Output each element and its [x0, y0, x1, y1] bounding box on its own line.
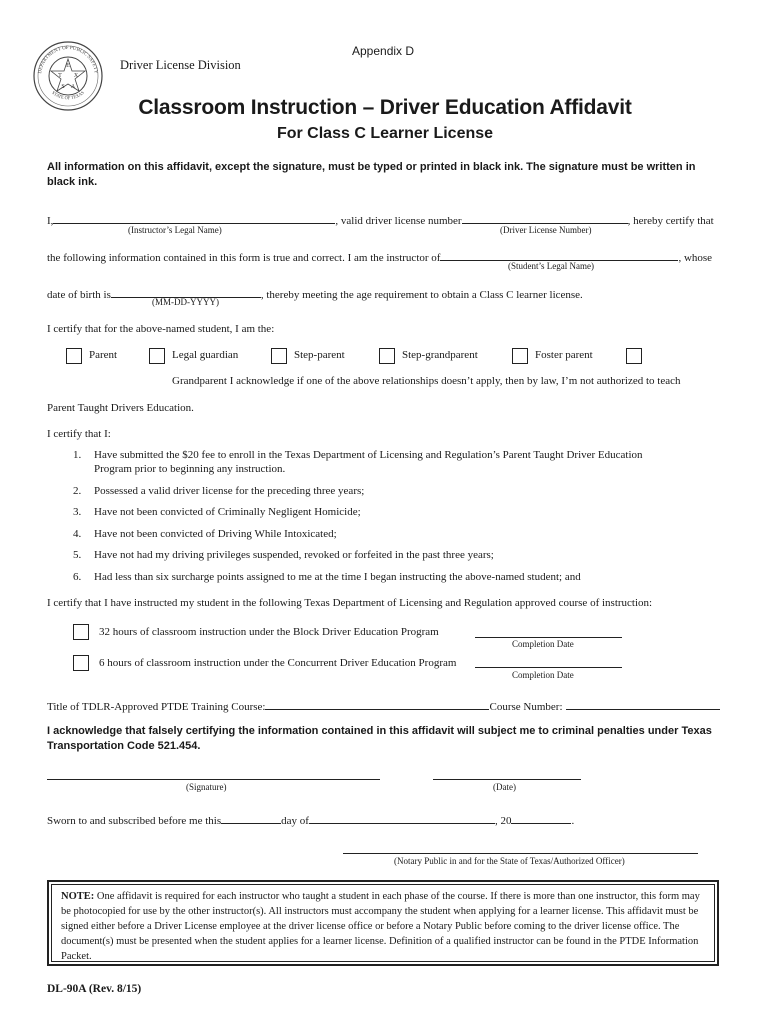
- student-name-field[interactable]: [440, 249, 678, 261]
- parent-label: Parent: [89, 349, 118, 361]
- note-body: One affidavit is required for each instructor who taught a student in each phase of the course. If there is more than one instructor, this form may be photocopied for use by the other instructor(s). All instructors must accompany the student when applying for a learner license. This affidavit must be signed either before a Driver License employee at the driver license office or before a Notary Public before coming to the driver license office. The document(s) must be presented when the student applies for a learner license. Definition of a qualified instructor can be found in the PTDE Information Packet.: [61, 891, 700, 962]
- foster-parent-checkbox[interactable]: [512, 348, 528, 364]
- list-item-text: Have not been convicted of Criminally Negligent Homicide;: [94, 506, 361, 518]
- note-text: [61, 889, 709, 964]
- cert-line-1: I, , valid driver license number , hereby certify that: [47, 212, 714, 227]
- list-item-number: 5.: [73, 549, 82, 561]
- svg-text:S: S: [61, 84, 65, 90]
- signature-field[interactable]: [47, 779, 380, 780]
- date-caption: (Date): [493, 782, 516, 792]
- concurrent-completion-date-field[interactable]: [475, 667, 622, 668]
- step-parent-checkbox[interactable]: [271, 348, 287, 364]
- list-item-text: Have submitted the $20 fee to enroll in the Texas Department of Licensing and Regulation’s Parent Taught Driver Education: [94, 449, 643, 461]
- dob-caption: (MM-DD-YYYY): [152, 297, 219, 307]
- acknowledge-text: I acknowledge that falsely certifying the information contained in this affidavit will subject me to criminal penalties under Texas Transportation Code 521.454.: [47, 725, 712, 752]
- foster-parent-label: Foster parent: [535, 349, 593, 361]
- sworn-day-field[interactable]: [221, 812, 281, 824]
- block-completion-date-caption: Completion Date: [512, 639, 574, 649]
- step-parent-label: Step-parent: [294, 349, 345, 361]
- license-number-caption: (Driver License Number): [500, 225, 592, 235]
- page-subtitle: For Class C Learner License: [276, 125, 494, 142]
- notary-signature-field[interactable]: [343, 853, 698, 854]
- course-prompt: I certify that I have instructed my student in the following Texas Department of Licensing and Regulation approved course of instruction:: [47, 597, 653, 609]
- svg-text:E: E: [66, 63, 70, 69]
- parent-checkbox[interactable]: [66, 348, 82, 364]
- list-item-text: Have not been convicted of Driving While Intoxicated;: [94, 528, 337, 540]
- cert-line-2: the following information contained in this form is true and correct. I am the instructor of , whose: [47, 249, 712, 264]
- concurrent-program-label: 6 hours of classroom instruction under the Concurrent Driver Education Program: [99, 657, 457, 669]
- list-item-number: 1.: [73, 449, 82, 461]
- division-label: Driver License Division: [120, 58, 241, 72]
- course-title-field[interactable]: [265, 698, 489, 710]
- appendix-label: Appendix D: [352, 44, 415, 58]
- note-box: [47, 880, 719, 966]
- course-title-line: Title of TDLR-Approved PTDE Training Course: Course Number:: [47, 698, 720, 713]
- sworn-month-field[interactable]: [309, 812, 495, 824]
- course-number-field[interactable]: [566, 698, 720, 710]
- block-program-label: 32 hours of classroom instruction under the Block Driver Education Program: [99, 626, 439, 638]
- list-item-number: 3.: [73, 506, 82, 518]
- sworn-year-field[interactable]: [511, 812, 571, 824]
- list-item-number: 2.: [73, 485, 82, 497]
- svg-text:T: T: [58, 73, 62, 79]
- list-item-number: 6.: [73, 571, 82, 583]
- cert-line-3: date of birth is , thereby meeting the age requirement to obtain a Class C learner license.: [47, 286, 583, 301]
- list-item-text: Have not had my driving privileges suspended, revoked or forfeited in the past three years;: [94, 549, 494, 561]
- concurrent-completion-date-caption: Completion Date: [512, 670, 574, 680]
- svg-text:X: X: [73, 73, 79, 79]
- instructions-text: All information on this affidavit, except the signature, must be typed or printed in black ink. The signature must be written in black ink.: [47, 161, 696, 188]
- step-grandparent-label: Step-grandparent: [402, 349, 478, 361]
- grandparent-text: Grandparent I acknowledge if one of the above relationships doesn’t apply, then by law, I’m not authorized to teach: [172, 375, 681, 387]
- ptde-continuation: Parent Taught Drivers Education.: [47, 402, 194, 414]
- legal-guardian-checkbox[interactable]: [149, 348, 165, 364]
- license-number-field[interactable]: [462, 212, 628, 224]
- step-grandparent-checkbox[interactable]: [379, 348, 395, 364]
- legal-guardian-label: Legal guardian: [172, 349, 239, 361]
- list-item-text: Had less than six surcharge points assigned to me at the time I began instructing the above-named student; and: [94, 571, 581, 583]
- concurrent-program-checkbox[interactable]: [73, 655, 89, 671]
- form-number: DL-90A (Rev. 8/15): [47, 983, 142, 995]
- instructor-name-field[interactable]: [53, 212, 335, 224]
- instructor-name-caption: (Instructor’s Legal Name): [128, 225, 222, 235]
- date-field[interactable]: [433, 779, 581, 780]
- list-item-text-cont: Program prior to beginning any instruction.: [94, 463, 286, 475]
- block-completion-date-field[interactable]: [475, 637, 622, 638]
- svg-text:A: A: [70, 84, 76, 90]
- relationship-prompt: I certify that for the above-named student, I am the:: [47, 323, 275, 335]
- student-name-caption: (Student’s Legal Name): [508, 261, 594, 271]
- svg-text:DEPARTMENT OF PUBLIC SAFETY: DEPARTMENT OF PUBLIC SAFETY: [38, 45, 98, 75]
- grandparent-checkbox[interactable]: [626, 348, 642, 364]
- certify-prompt: I certify that I:: [47, 428, 111, 440]
- list-item-number: 4.: [73, 528, 82, 540]
- page-title: Classroom Instruction – Driver Education Affidavit: [138, 96, 632, 119]
- note-label: NOTE:: [61, 891, 95, 902]
- svg-text:STATE OF TEXAS: STATE OF TEXAS: [50, 89, 86, 101]
- block-program-checkbox[interactable]: [73, 624, 89, 640]
- notary-caption: (Notary Public in and for the State of Texas/Authorized Officer): [394, 856, 625, 866]
- list-item-text: Possessed a valid driver license for the preceding three years;: [94, 485, 365, 497]
- signature-caption: (Signature): [186, 782, 227, 792]
- sworn-line: Sworn to and subscribed before me this day of , 20 .: [47, 812, 574, 827]
